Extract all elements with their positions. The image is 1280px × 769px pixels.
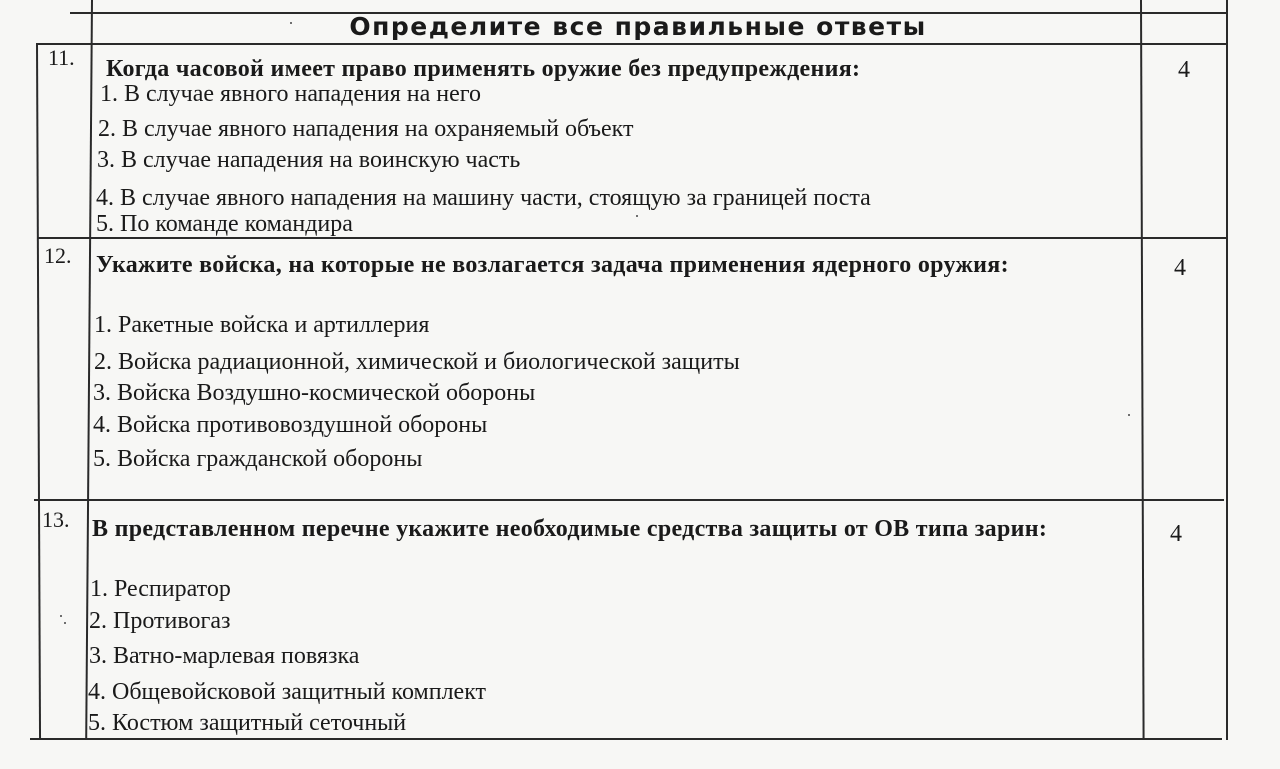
question-12-title: Укажите войска, на которые не возлагается задача применения ядерного оружия: [96,252,1009,278]
header-bottom-border [38,43,1228,45]
points-column-divider [1140,0,1145,740]
scan-speck [1128,414,1130,416]
scan-speck [290,22,292,24]
question-13-option-4: 4. Общевойсковой защитный комплект [88,679,487,705]
question-11-option-5: 5. По команде командира [96,211,353,237]
table-left-border [36,43,41,740]
question-11-option-3: 3. В случае нападения на воинскую часть [97,147,521,173]
question-11-option-4: 4. В случае явного нападения на машину части, стоящую за границей поста [96,185,871,211]
question-12-option-3: 3. Войска Воздушно-космической обороны [93,380,536,406]
question-12-option-4: 4. Войска противовоздушной обороны [93,412,488,438]
question-13-title: В представленном перечне укажите необходимые средства защиты от ОВ типа зарин: [92,516,1048,542]
scan-speck [60,615,62,617]
question-13-points: 4 [1170,521,1182,547]
scan-speck [636,215,638,217]
question-12-option-5: 5. Войска гражданской обороны [93,446,423,472]
question-12-option-1: 1. Ракетные войска и артиллерия [94,312,430,338]
question-13-option-1: 1. Респиратор [90,576,231,602]
table-bottom-border [30,738,1222,740]
question-11-points: 4 [1178,57,1190,83]
question-12-option-2: 2. Войска радиационной, химической и биологической защиты [94,349,740,375]
question-13-option-2: 2. Противогаз [89,608,231,634]
question-11-title: Когда часовой имеет право применять оружие без предупреждения: [106,56,861,82]
question-11-option-1: 1. В случае явного нападения на него [100,81,481,107]
question-13-number: 13. [42,507,70,532]
section-title: Определите все правильные ответы [349,12,927,41]
question-12-points: 4 [1174,255,1186,281]
scan-speck [64,622,66,624]
question-13-option-5: 5. Костюм защитный сеточный [88,710,407,736]
question-12-number: 12. [44,243,72,268]
question-11-option-2: 2. В случае явного нападения на охраняемый объект [98,116,634,142]
question-11-number: 11. [48,45,75,70]
question-13-option-3: 3. Ватно-марлевая повязка [89,643,360,669]
row-12-bottom-border [34,499,1224,501]
table-right-border [1226,0,1228,740]
